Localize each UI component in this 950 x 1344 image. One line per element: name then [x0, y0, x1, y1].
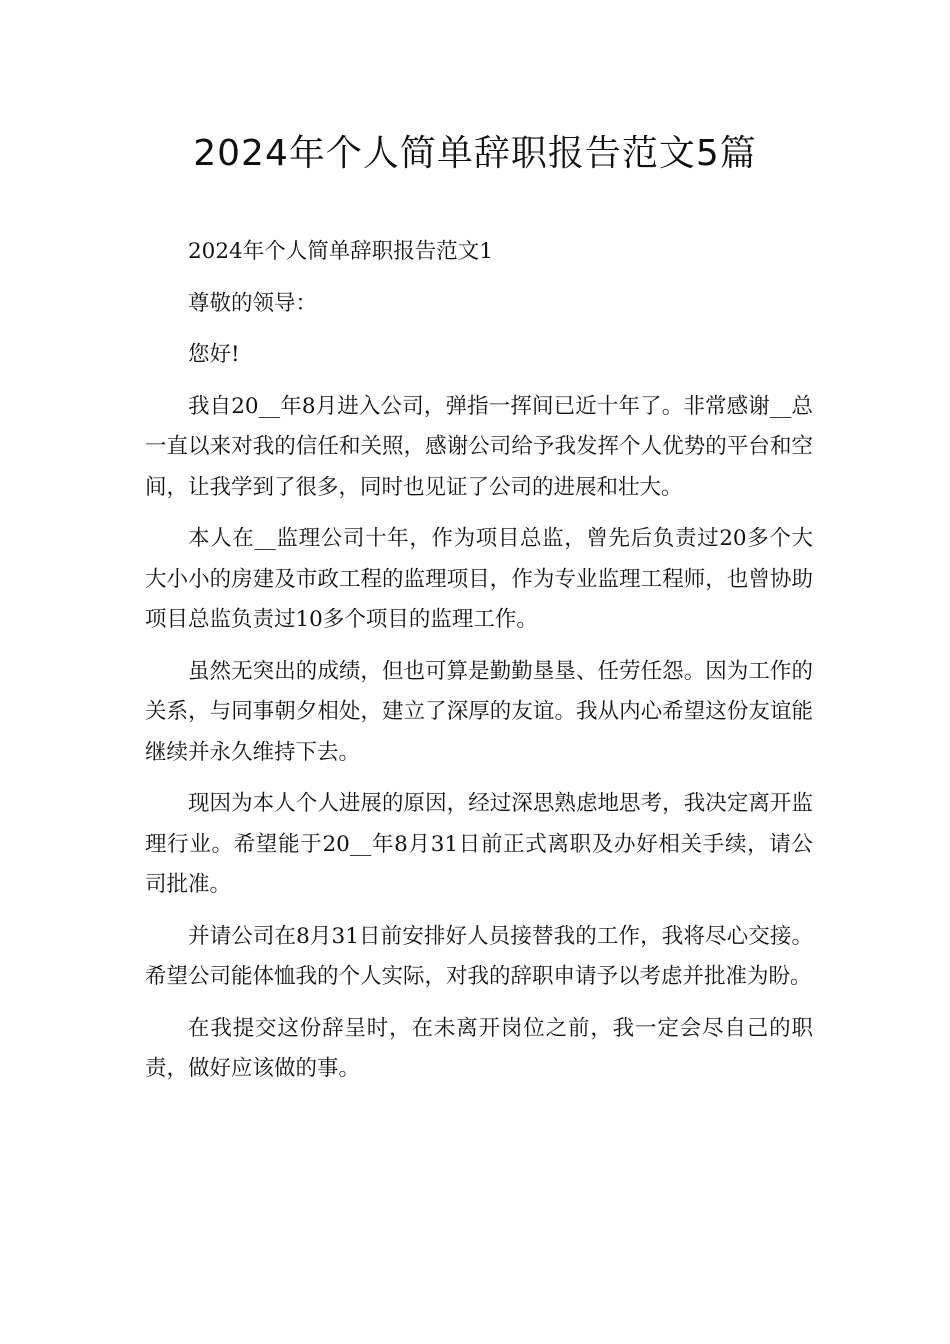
body-paragraph: 在我提交这份辞呈时，在未离开岗位之前，我一定会尽自己的职责，做好应该做的事。 [145, 1015, 813, 1081]
body-paragraph: 我自20__年8月进入公司，弹指一挥间已近十年了。非常感谢__总一直以来对我的信任和关照，感谢公司给予我发挥个人优势的平台和空间，让我学到了很多，同时也见证了公司的进展和壮大。 [145, 393, 813, 500]
body-paragraph: 并请公司在8月31日前安排好人员接替我的工作，我将尽心交接。希望公司能体恤我的个人实际，对我的辞职申请予以考虑并批准为盼。 [145, 923, 813, 989]
document-body [145, 232, 813, 1101]
body-paragraph: 现因为本人个人进展的原因，经过深思熟虑地思考，我决定离开监理行业。希望能于20__年8月31日前正式离职及办好相关手续，请公司批准。 [145, 791, 813, 897]
greeting: 您好! [188, 342, 240, 367]
salutation: 尊敬的领导： [188, 290, 318, 316]
document-title: 2024年个人简单辞职报告范文5篇 [193, 133, 757, 174]
body-paragraph: 虽然无突出的成绩，但也可算是勤勤垦垦、任劳任怨。因为工作的关系，与同事朝夕相处，建立了深厚的友谊。我从内心希望这份友谊能继续并永久维持下去。 [145, 658, 813, 765]
section-heading: 2024年个人简单辞职报告范文1 [188, 239, 493, 264]
body-paragraph: 本人在__监理公司十年，作为项目总监，曾先后负责过20多个大大小小的房建及市政工程的监理项目，作为专业监理工程师，也曾协助项目总监负责过10多个项目的监理工作。 [145, 526, 813, 632]
